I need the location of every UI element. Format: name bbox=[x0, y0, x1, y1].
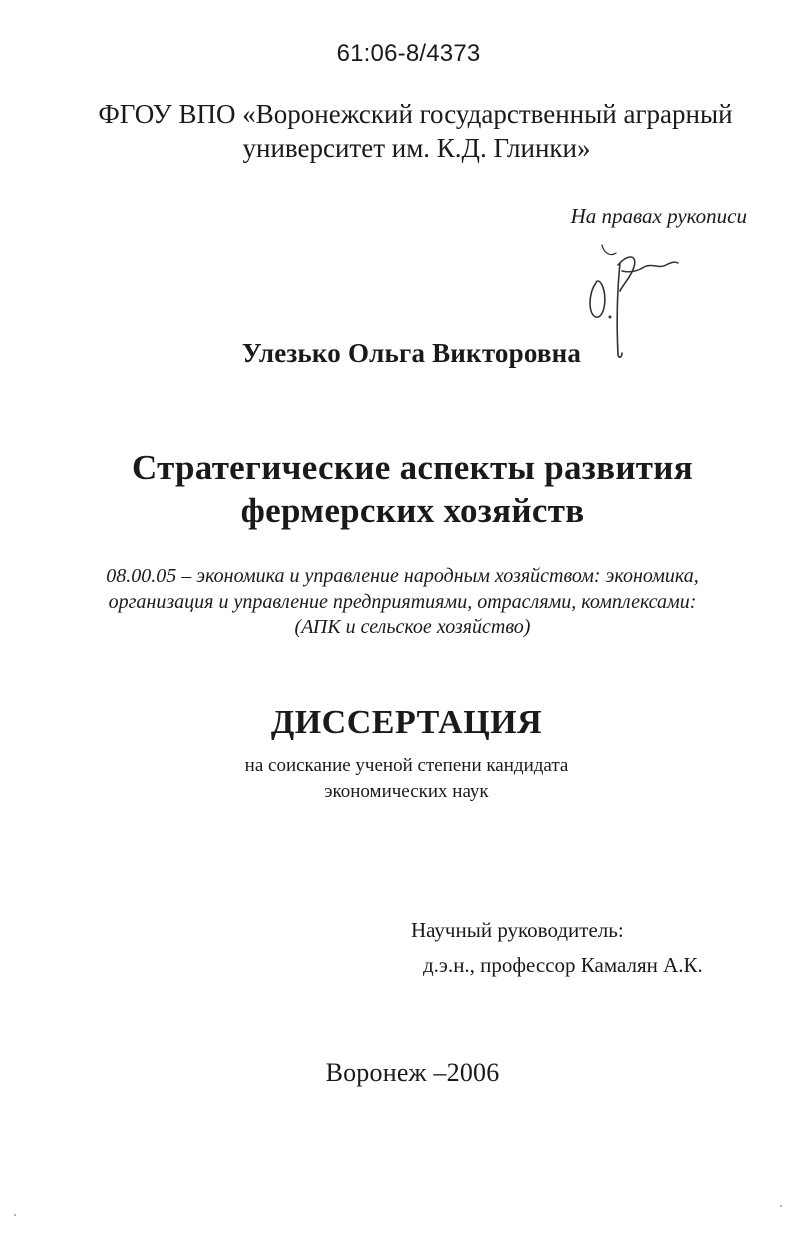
organization-line-1: ФГОУ ВПО «Воронежский государственный аграрный bbox=[98, 99, 733, 129]
rights-note: На правах рукописи bbox=[570, 204, 747, 228]
organization-line-2: университет им. К.Д. Глинки» bbox=[242, 133, 591, 163]
supervisor-name: д.э.н., профессор Камалян А.К. bbox=[423, 953, 703, 977]
scan-speck bbox=[780, 1205, 782, 1207]
degree-line-2: экономических наук bbox=[324, 781, 489, 802]
city-year: Воронеж –2006 bbox=[325, 1058, 500, 1087]
author-name: Улезько Ольга Викторовна bbox=[241, 338, 582, 368]
document-type-heading: ДИССЕРТАЦИЯ bbox=[270, 704, 543, 741]
scan-speck bbox=[14, 1214, 16, 1216]
specialty-line-2: организация и управление предприятиями, отраслями, комплексами: bbox=[108, 591, 697, 613]
thesis-title-line-1: Стратегические аспекты развития bbox=[132, 448, 693, 487]
supervisor-label: Научный руководитель: bbox=[411, 918, 624, 942]
archive-stamp: 61:06-8/4373 bbox=[336, 40, 481, 67]
degree-line-1: на соискание ученой степени кандидата bbox=[244, 755, 569, 776]
thesis-title-line-2: фермерских хозяйств bbox=[240, 491, 585, 530]
specialty-line-3: (АПК и сельское хозяйство) bbox=[294, 616, 531, 638]
specialty-line-1: 08.00.05 – экономика и управление народным хозяйством: экономика, bbox=[106, 565, 699, 587]
